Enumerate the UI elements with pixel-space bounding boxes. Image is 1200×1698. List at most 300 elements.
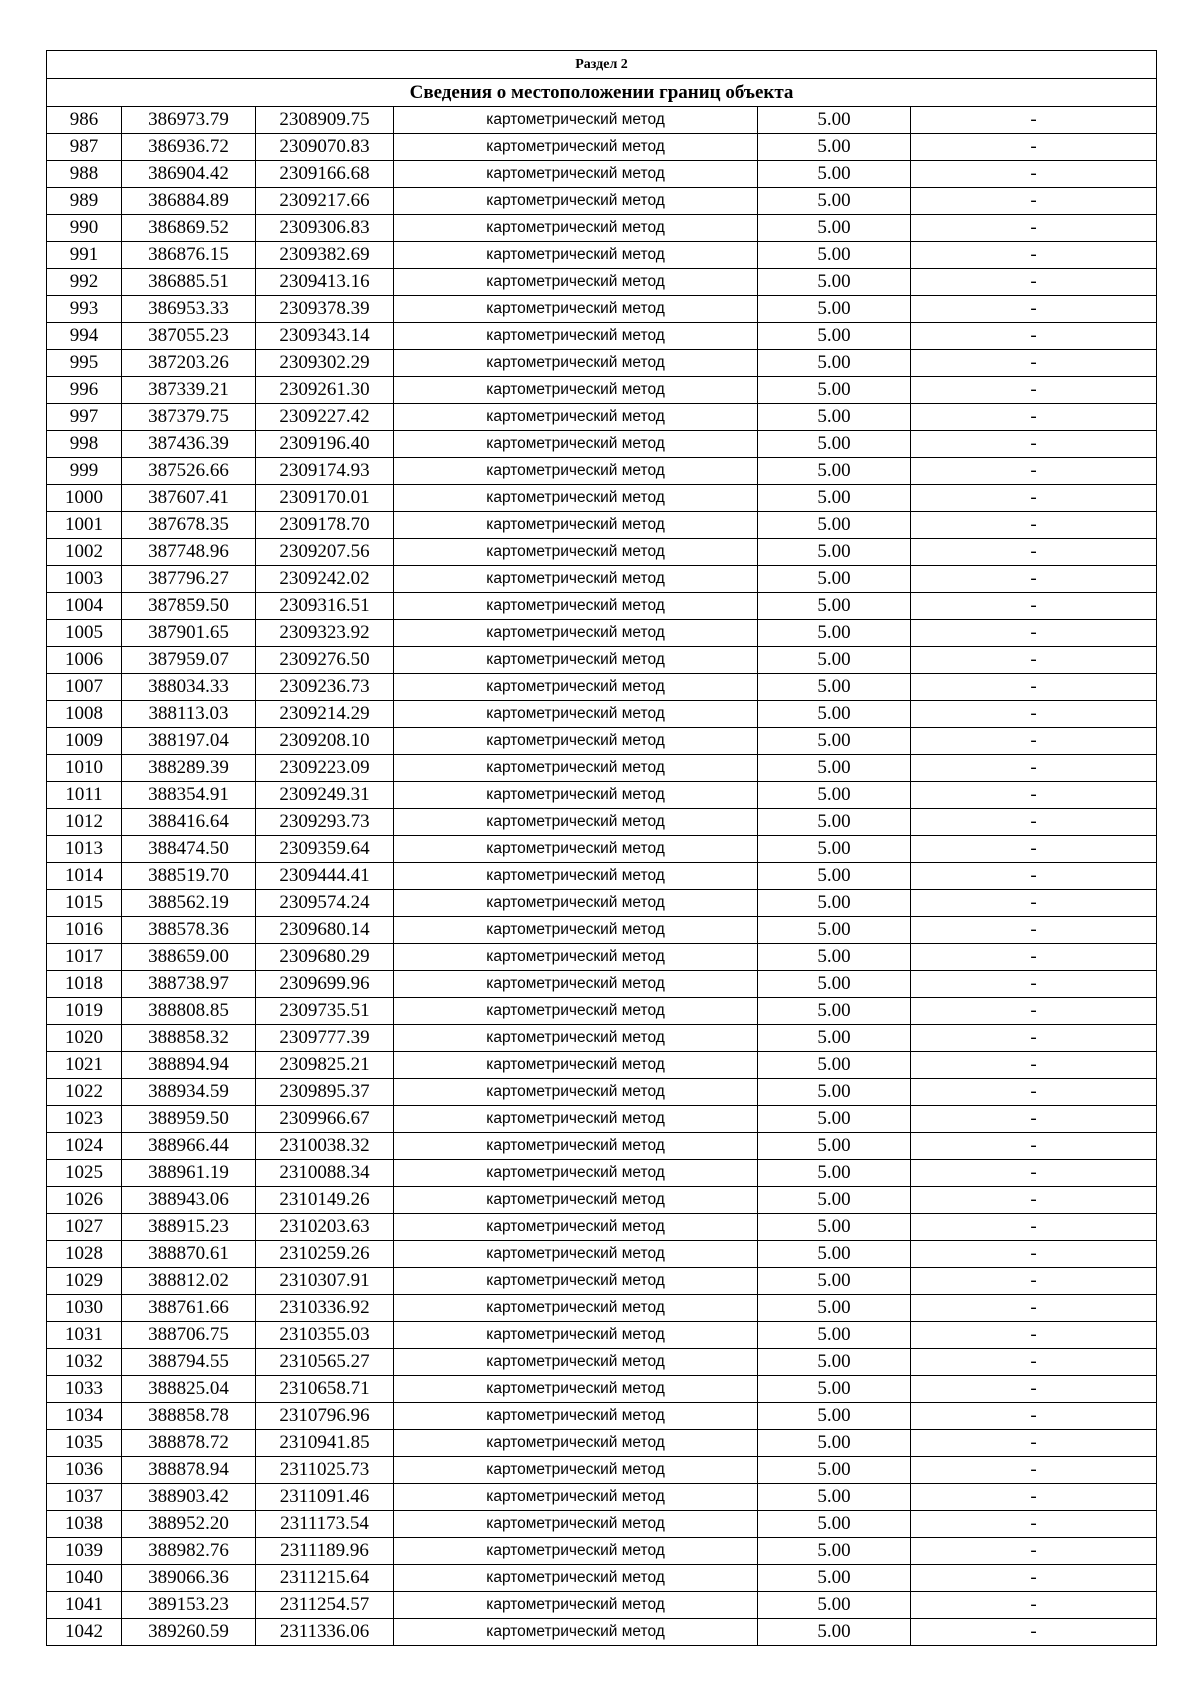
table-row [47,485,1157,512]
coord-x-cell: 388761.66 [122,1295,256,1322]
coord-y-cell: 2309166.68 [256,161,394,188]
method-cell: картометрический метод [394,755,758,782]
table-row [47,1403,1157,1430]
coord-y-cell: 2310336.92 [256,1295,394,1322]
table-row [47,1511,1157,1538]
table-row [47,890,1157,917]
table-row [47,647,1157,674]
section-subtitle: Сведения о местоположении границ объекта [47,79,1157,107]
table-row [47,1592,1157,1619]
accuracy-cell: 5.00 [758,1511,911,1538]
accuracy-cell: 5.00 [758,485,911,512]
point-number-cell: 1012 [47,809,122,836]
coord-x-cell: 388197.04 [122,728,256,755]
coord-x-cell: 387607.41 [122,485,256,512]
coord-x-cell: 388794.55 [122,1349,256,1376]
table-row [47,971,1157,998]
description-cell: - [911,1187,1157,1214]
point-number-cell: 1030 [47,1295,122,1322]
point-number-cell: 995 [47,350,122,377]
point-number-cell: 1015 [47,890,122,917]
coord-y-cell: 2309359.64 [256,836,394,863]
accuracy-cell: 5.00 [758,674,911,701]
table-row [47,1241,1157,1268]
accuracy-cell: 5.00 [758,458,911,485]
description-cell: - [911,836,1157,863]
point-number-cell: 1013 [47,836,122,863]
section-subtitle-row [47,79,1157,107]
description-cell: - [911,998,1157,1025]
coord-y-cell: 2309302.29 [256,350,394,377]
description-cell: - [911,890,1157,917]
coord-x-cell: 388858.32 [122,1025,256,1052]
method-cell: картометрический метод [394,1619,758,1646]
coord-y-cell: 2310658.71 [256,1376,394,1403]
point-number-cell: 1010 [47,755,122,782]
accuracy-cell: 5.00 [758,377,911,404]
coord-y-cell: 2309413.16 [256,269,394,296]
method-cell: картометрический метод [394,1376,758,1403]
coord-x-cell: 388959.50 [122,1106,256,1133]
point-number-cell: 1009 [47,728,122,755]
table-row [47,1106,1157,1133]
table-row [47,296,1157,323]
accuracy-cell: 5.00 [758,1322,911,1349]
accuracy-cell: 5.00 [758,1295,911,1322]
point-number-cell: 993 [47,296,122,323]
description-cell: - [911,296,1157,323]
method-cell: картометрический метод [394,998,758,1025]
method-cell: картометрический метод [394,431,758,458]
description-cell: - [911,1511,1157,1538]
method-cell: картометрический метод [394,134,758,161]
coord-x-cell: 388943.06 [122,1187,256,1214]
description-cell: - [911,323,1157,350]
description-cell: - [911,1430,1157,1457]
accuracy-cell: 5.00 [758,1349,911,1376]
coord-y-cell: 2309680.14 [256,917,394,944]
coord-y-cell: 2310149.26 [256,1187,394,1214]
description-cell: - [911,1268,1157,1295]
coord-x-cell: 386876.15 [122,242,256,269]
accuracy-cell: 5.00 [758,836,911,863]
coord-x-cell: 388825.04 [122,1376,256,1403]
table-row [47,566,1157,593]
coord-y-cell: 2311025.73 [256,1457,394,1484]
description-cell: - [911,215,1157,242]
coord-y-cell: 2309276.50 [256,647,394,674]
description-cell: - [911,1457,1157,1484]
coord-y-cell: 2309178.70 [256,512,394,539]
method-cell: картометрический метод [394,1133,758,1160]
point-number-cell: 992 [47,269,122,296]
description-cell: - [911,1106,1157,1133]
method-cell: картометрический метод [394,1430,758,1457]
table-row [47,458,1157,485]
description-cell: - [911,1619,1157,1646]
accuracy-cell: 5.00 [758,1160,911,1187]
accuracy-cell: 5.00 [758,269,911,296]
description-cell: - [911,404,1157,431]
method-cell: картометрический метод [394,593,758,620]
coord-x-cell: 388289.39 [122,755,256,782]
coord-x-cell: 389153.23 [122,1592,256,1619]
description-cell: - [911,728,1157,755]
method-cell: картометрический метод [394,1160,758,1187]
method-cell: картометрический метод [394,107,758,134]
method-cell: картометрический метод [394,242,758,269]
method-cell: картометрический метод [394,539,758,566]
point-number-cell: 1000 [47,485,122,512]
coord-y-cell: 2311215.64 [256,1565,394,1592]
description-cell: - [911,971,1157,998]
accuracy-cell: 5.00 [758,242,911,269]
coord-y-cell: 2309070.83 [256,134,394,161]
description-cell: - [911,809,1157,836]
method-cell: картометрический метод [394,1241,758,1268]
coord-y-cell: 2311336.06 [256,1619,394,1646]
table-row [47,107,1157,134]
coord-y-cell: 2309236.73 [256,674,394,701]
table-row [47,215,1157,242]
method-cell: картометрический метод [394,1322,758,1349]
table-row [47,404,1157,431]
method-cell: картометрический метод [394,836,758,863]
method-cell: картометрический метод [394,647,758,674]
coord-y-cell: 2309777.39 [256,1025,394,1052]
coord-x-cell: 386869.52 [122,215,256,242]
table-row [47,323,1157,350]
coord-y-cell: 2309680.29 [256,944,394,971]
accuracy-cell: 5.00 [758,1079,911,1106]
description-cell: - [911,701,1157,728]
coord-y-cell: 2309378.39 [256,296,394,323]
accuracy-cell: 5.00 [758,107,911,134]
point-number-cell: 1008 [47,701,122,728]
coord-x-cell: 387379.75 [122,404,256,431]
method-cell: картометрический метод [394,1295,758,1322]
accuracy-cell: 5.00 [758,809,911,836]
method-cell: картометрический метод [394,323,758,350]
coord-x-cell: 387526.66 [122,458,256,485]
coord-x-cell: 388982.76 [122,1538,256,1565]
method-cell: картометрический метод [394,296,758,323]
point-number-cell: 1029 [47,1268,122,1295]
coord-y-cell: 2309223.09 [256,755,394,782]
coord-x-cell: 388812.02 [122,1268,256,1295]
accuracy-cell: 5.00 [758,1592,911,1619]
description-cell: - [911,782,1157,809]
description-cell: - [911,107,1157,134]
point-number-cell: 998 [47,431,122,458]
table-row [47,377,1157,404]
method-cell: картометрический метод [394,863,758,890]
point-number-cell: 990 [47,215,122,242]
coord-x-cell: 386904.42 [122,161,256,188]
coord-y-cell: 2311189.96 [256,1538,394,1565]
coord-y-cell: 2309217.66 [256,188,394,215]
coord-y-cell: 2308909.75 [256,107,394,134]
point-number-cell: 999 [47,458,122,485]
method-cell: картометрический метод [394,1403,758,1430]
method-cell: картометрический метод [394,1106,758,1133]
description-cell: - [911,566,1157,593]
coord-x-cell: 388878.72 [122,1430,256,1457]
table-row [47,674,1157,701]
coord-y-cell: 2309293.73 [256,809,394,836]
description-cell: - [911,1349,1157,1376]
method-cell: картометрический метод [394,620,758,647]
method-cell: картометрический метод [394,458,758,485]
coord-y-cell: 2309382.69 [256,242,394,269]
coord-x-cell: 387055.23 [122,323,256,350]
method-cell: картометрический метод [394,404,758,431]
coord-y-cell: 2310355.03 [256,1322,394,1349]
coord-x-cell: 388738.97 [122,971,256,998]
description-cell: - [911,512,1157,539]
coord-x-cell: 387859.50 [122,593,256,620]
description-cell: - [911,1295,1157,1322]
table-row [47,1187,1157,1214]
description-cell: - [911,1484,1157,1511]
coord-y-cell: 2309242.02 [256,566,394,593]
method-cell: картометрический метод [394,1457,758,1484]
point-number-cell: 1014 [47,863,122,890]
method-cell: картометрический метод [394,377,758,404]
point-number-cell: 1018 [47,971,122,998]
coord-y-cell: 2309208.10 [256,728,394,755]
coord-y-cell: 2309323.92 [256,620,394,647]
table-row [47,1430,1157,1457]
coord-x-cell: 386884.89 [122,188,256,215]
coord-x-cell: 388870.61 [122,1241,256,1268]
point-number-cell: 987 [47,134,122,161]
coord-y-cell: 2309261.30 [256,377,394,404]
coord-x-cell: 388903.42 [122,1484,256,1511]
table-row [47,1052,1157,1079]
method-cell: картометрический метод [394,1484,758,1511]
method-cell: картометрический метод [394,1268,758,1295]
point-number-cell: 1005 [47,620,122,647]
coord-x-cell: 388894.94 [122,1052,256,1079]
accuracy-cell: 5.00 [758,728,911,755]
table-row [47,917,1157,944]
description-cell: - [911,377,1157,404]
accuracy-cell: 5.00 [758,1430,911,1457]
accuracy-cell: 5.00 [758,890,911,917]
method-cell: картометрический метод [394,215,758,242]
table-row [47,1376,1157,1403]
point-number-cell: 1027 [47,1214,122,1241]
coord-y-cell: 2310941.85 [256,1430,394,1457]
coord-x-cell: 388808.85 [122,998,256,1025]
point-number-cell: 986 [47,107,122,134]
method-cell: картометрический метод [394,512,758,539]
point-number-cell: 1017 [47,944,122,971]
point-number-cell: 1037 [47,1484,122,1511]
coord-x-cell: 388416.64 [122,809,256,836]
coord-x-cell: 387436.39 [122,431,256,458]
method-cell: картометрический метод [394,917,758,944]
description-cell: - [911,1052,1157,1079]
coord-x-cell: 388354.91 [122,782,256,809]
coord-y-cell: 2309170.01 [256,485,394,512]
coord-y-cell: 2309316.51 [256,593,394,620]
accuracy-cell: 5.00 [758,971,911,998]
coord-x-cell: 388966.44 [122,1133,256,1160]
accuracy-cell: 5.00 [758,1214,911,1241]
point-number-cell: 1011 [47,782,122,809]
coord-y-cell: 2311173.54 [256,1511,394,1538]
method-cell: картометрический метод [394,1187,758,1214]
description-cell: - [911,944,1157,971]
method-cell: картометрический метод [394,944,758,971]
description-cell: - [911,431,1157,458]
accuracy-cell: 5.00 [758,1484,911,1511]
table-row [47,1025,1157,1052]
table-row [47,161,1157,188]
coord-y-cell: 2310203.63 [256,1214,394,1241]
description-cell: - [911,161,1157,188]
point-number-cell: 1004 [47,593,122,620]
description-cell: - [911,188,1157,215]
description-cell: - [911,620,1157,647]
description-cell: - [911,485,1157,512]
description-cell: - [911,539,1157,566]
coord-y-cell: 2309306.83 [256,215,394,242]
point-number-cell: 1023 [47,1106,122,1133]
table-row [47,269,1157,296]
point-number-cell: 1003 [47,566,122,593]
accuracy-cell: 5.00 [758,1241,911,1268]
accuracy-cell: 5.00 [758,1376,911,1403]
method-cell: картометрический метод [394,1214,758,1241]
method-cell: картометрический метод [394,1025,758,1052]
description-cell: - [911,1565,1157,1592]
table-row [47,188,1157,215]
point-number-cell: 1039 [47,1538,122,1565]
accuracy-cell: 5.00 [758,593,911,620]
description-cell: - [911,1133,1157,1160]
coord-x-cell: 388113.03 [122,701,256,728]
coord-y-cell: 2309227.42 [256,404,394,431]
table-row [47,539,1157,566]
accuracy-cell: 5.00 [758,134,911,161]
accuracy-cell: 5.00 [758,323,911,350]
method-cell: картометрический метод [394,971,758,998]
point-number-cell: 1024 [47,1133,122,1160]
coord-x-cell: 387678.35 [122,512,256,539]
method-cell: картометрический метод [394,1079,758,1106]
coord-y-cell: 2309196.40 [256,431,394,458]
coord-x-cell: 387748.96 [122,539,256,566]
description-cell: - [911,755,1157,782]
method-cell: картометрический метод [394,188,758,215]
method-cell: картометрический метод [394,1052,758,1079]
accuracy-cell: 5.00 [758,1052,911,1079]
description-cell: - [911,1538,1157,1565]
point-number-cell: 1026 [47,1187,122,1214]
coord-x-cell: 388878.94 [122,1457,256,1484]
coord-y-cell: 2309214.29 [256,701,394,728]
accuracy-cell: 5.00 [758,512,911,539]
description-cell: - [911,1079,1157,1106]
accuracy-cell: 5.00 [758,647,911,674]
table-row [47,134,1157,161]
accuracy-cell: 5.00 [758,782,911,809]
coord-x-cell: 388474.50 [122,836,256,863]
accuracy-cell: 5.00 [758,431,911,458]
coord-x-cell: 388858.78 [122,1403,256,1430]
table-row [47,1133,1157,1160]
accuracy-cell: 5.00 [758,917,911,944]
table-row [47,593,1157,620]
table-row [47,350,1157,377]
accuracy-cell: 5.00 [758,539,911,566]
point-number-cell: 1032 [47,1349,122,1376]
point-number-cell: 1040 [47,1565,122,1592]
accuracy-cell: 5.00 [758,998,911,1025]
method-cell: картометрический метод [394,809,758,836]
coord-x-cell: 386973.79 [122,107,256,134]
method-cell: картометрический метод [394,728,758,755]
coord-x-cell: 388952.20 [122,1511,256,1538]
point-number-cell: 1020 [47,1025,122,1052]
coord-x-cell: 387959.07 [122,647,256,674]
table-row [47,755,1157,782]
coord-y-cell: 2309699.96 [256,971,394,998]
table-row [47,1565,1157,1592]
point-number-cell: 1025 [47,1160,122,1187]
point-number-cell: 1021 [47,1052,122,1079]
point-number-cell: 1022 [47,1079,122,1106]
method-cell: картометрический метод [394,566,758,593]
coord-x-cell: 387901.65 [122,620,256,647]
method-cell: картометрический метод [394,485,758,512]
table-row [47,728,1157,755]
description-cell: - [911,350,1157,377]
point-number-cell: 1007 [47,674,122,701]
table-row [47,1538,1157,1565]
method-cell: картометрический метод [394,890,758,917]
accuracy-cell: 5.00 [758,1106,911,1133]
coord-x-cell: 386936.72 [122,134,256,161]
table-row [47,242,1157,269]
accuracy-cell: 5.00 [758,1403,911,1430]
method-cell: картометрический метод [394,1565,758,1592]
table-row [47,1484,1157,1511]
description-cell: - [911,1241,1157,1268]
description-cell: - [911,269,1157,296]
coord-x-cell: 387339.21 [122,377,256,404]
coord-y-cell: 2311254.57 [256,1592,394,1619]
description-cell: - [911,1376,1157,1403]
accuracy-cell: 5.00 [758,1538,911,1565]
accuracy-cell: 5.00 [758,215,911,242]
point-number-cell: 1001 [47,512,122,539]
method-cell: картометрический метод [394,701,758,728]
table-row [47,1079,1157,1106]
method-cell: картометрический метод [394,1592,758,1619]
point-number-cell: 1038 [47,1511,122,1538]
coord-y-cell: 2309895.37 [256,1079,394,1106]
table-row [47,1322,1157,1349]
coord-y-cell: 2309174.93 [256,458,394,485]
table-row [47,782,1157,809]
description-cell: - [911,458,1157,485]
coord-y-cell: 2310307.91 [256,1268,394,1295]
accuracy-cell: 5.00 [758,350,911,377]
